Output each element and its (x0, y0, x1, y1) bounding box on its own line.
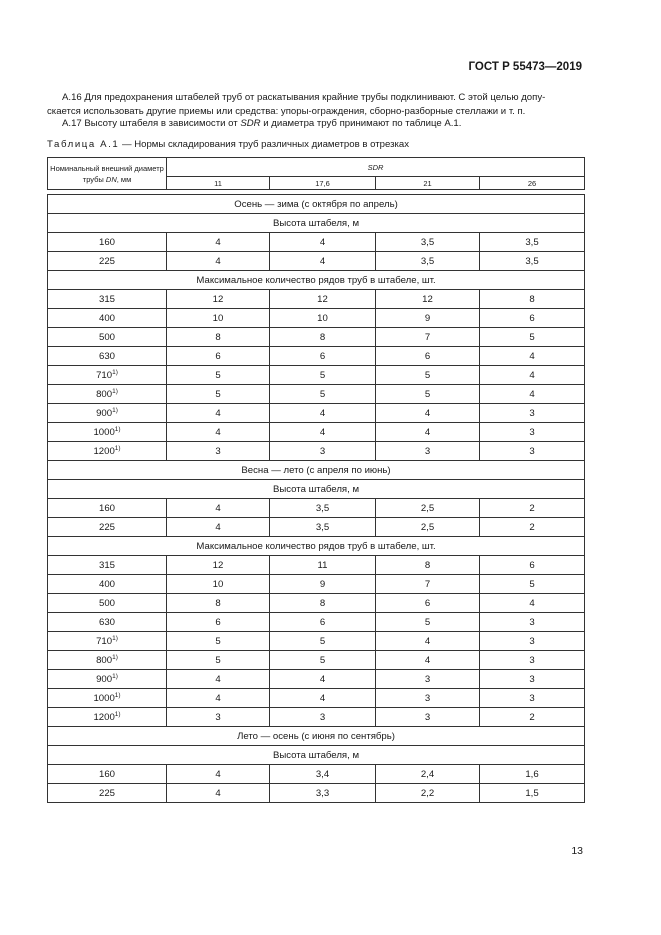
value-cell: 3 (480, 651, 585, 670)
header-dn-cell (48, 158, 167, 190)
dn-cell (48, 518, 167, 537)
value-cell: 4 (167, 689, 270, 708)
value-cell: 4 (480, 347, 585, 366)
dn-cell (48, 347, 167, 366)
dn-cell (48, 765, 167, 784)
value-cell: 5 (270, 366, 376, 385)
value-cell: 3,5 (270, 518, 376, 537)
table-row (48, 404, 585, 423)
value-cell: 6 (376, 347, 480, 366)
season-title-row (48, 461, 585, 480)
value-cell: 11 (270, 556, 376, 575)
table-row (48, 784, 585, 803)
value-cell: 2 (480, 518, 585, 537)
header-dn-prefix: Номинальный внешний диаметр трубы (50, 163, 164, 184)
value-cell: 2 (480, 499, 585, 518)
header-dn-suffix: , мм (116, 174, 132, 184)
value-cell: 5 (376, 385, 480, 404)
table-row (48, 366, 585, 385)
value-cell: 3 (480, 689, 585, 708)
value-cell: 8 (167, 594, 270, 613)
value-cell: 8 (376, 556, 480, 575)
footnote-marker: 1) (112, 406, 118, 414)
value-cell: 4 (167, 404, 270, 423)
value-cell: 4 (376, 651, 480, 670)
value-cell: 5 (480, 575, 585, 594)
dn-cell (48, 784, 167, 803)
value-cell: 5 (167, 632, 270, 651)
dn-cell (48, 385, 167, 404)
document-code: ГОСТ Р 55473—2019 (468, 61, 582, 73)
value-cell: 1,5 (480, 784, 585, 803)
value-cell: 3 (480, 423, 585, 442)
value-cell: 2,2 (376, 784, 480, 803)
table-row (48, 651, 585, 670)
dn-value: 315 (98, 293, 115, 305)
footnote-marker: 1) (114, 444, 121, 452)
value-cell: 4 (167, 670, 270, 689)
value-cell: 4 (376, 423, 480, 442)
table-row (48, 499, 585, 518)
dn-value: 1200 (93, 445, 115, 457)
value-cell: 2,5 (376, 518, 480, 537)
value-cell: 1,6 (480, 765, 585, 784)
value-cell: 4 (167, 423, 270, 442)
value-cell: 3,3 (270, 784, 376, 803)
value-cell: 3,5 (376, 252, 480, 271)
value-cell: 12 (167, 290, 270, 309)
value-cell: 10 (167, 575, 270, 594)
value-cell: 7 (376, 328, 480, 347)
value-cell: 4 (167, 518, 270, 537)
dn-cell (48, 366, 167, 385)
footnote-marker: 1) (112, 387, 118, 395)
value-cell: 5 (480, 328, 585, 347)
value-cell: 3 (167, 708, 270, 727)
dn-value: 500 (98, 331, 115, 343)
dn-cell (48, 423, 167, 442)
height-subtitle: Высота штабеля, м (48, 746, 585, 765)
footnote-marker: 1) (112, 672, 118, 680)
table-row (48, 347, 585, 366)
dn-cell (48, 670, 167, 689)
value-cell: 3 (480, 613, 585, 632)
height-subtitle-row (48, 746, 585, 765)
value-cell: 4 (167, 499, 270, 518)
dn-cell (48, 556, 167, 575)
footnote-marker: 1) (114, 710, 121, 718)
value-cell: 3 (167, 442, 270, 461)
table-row (48, 708, 585, 727)
value-cell: 9 (376, 309, 480, 328)
dn-cell (48, 328, 167, 347)
value-cell: 4 (270, 670, 376, 689)
dn-cell (48, 290, 167, 309)
season-title-row (48, 727, 585, 746)
header-sdr-value: 21 (376, 177, 480, 190)
max-rows-subtitle: Максимальное количество рядов труб в штабеле, шт. (48, 537, 585, 556)
value-cell: 4 (480, 594, 585, 613)
table-row (48, 556, 585, 575)
value-cell: 12 (376, 290, 480, 309)
value-cell: 5 (376, 366, 480, 385)
dn-cell (48, 708, 167, 727)
table-row (48, 594, 585, 613)
value-cell: 12 (167, 556, 270, 575)
value-cell: 10 (167, 309, 270, 328)
value-cell: 3 (480, 632, 585, 651)
value-cell: 4 (167, 252, 270, 271)
table-row (48, 575, 585, 594)
value-cell: 2,4 (376, 765, 480, 784)
value-cell: 4 (270, 423, 376, 442)
table-row (48, 309, 585, 328)
table-row (48, 385, 585, 404)
header-dn-italic: DN (105, 174, 117, 184)
table-row (48, 518, 585, 537)
value-cell: 4 (270, 252, 376, 271)
dn-cell (48, 575, 167, 594)
value-cell: 5 (167, 651, 270, 670)
dn-cell (48, 499, 167, 518)
table-row (48, 689, 585, 708)
height-subtitle: Высота штабеля, м (48, 214, 585, 233)
footnote-marker: 1) (112, 634, 118, 642)
value-cell: 3,5 (480, 233, 585, 252)
dn-value: 160 (98, 502, 115, 514)
value-cell: 3 (480, 670, 585, 689)
value-cell: 10 (270, 309, 376, 328)
dn-cell (48, 309, 167, 328)
dn-value: 1000 (93, 692, 115, 704)
value-cell: 2 (480, 708, 585, 727)
value-cell: 6 (480, 309, 585, 328)
table-caption-text: — Нормы складирования труб различных диаметров в отрезках (119, 139, 410, 150)
dn-value: 1000 (93, 426, 115, 438)
header-sdr-cell: SDR (167, 158, 585, 177)
dn-value: 225 (98, 521, 115, 533)
table-row (48, 423, 585, 442)
value-cell: 3 (376, 670, 480, 689)
storage-norms-table (47, 157, 585, 803)
header-sdr-value: 26 (480, 177, 585, 190)
paragraph-a16 (47, 91, 585, 119)
dn-value: 400 (98, 312, 115, 324)
footnote-marker: 1) (114, 691, 121, 699)
value-cell: 3 (376, 442, 480, 461)
dn-value: 400 (98, 578, 115, 590)
dn-value: 800 (96, 388, 113, 400)
table-body (48, 158, 585, 803)
dn-cell (48, 613, 167, 632)
season-title: Лето — осень (с июня по сентябрь) (48, 727, 585, 746)
value-cell: 4 (376, 632, 480, 651)
value-cell: 5 (270, 632, 376, 651)
max-rows-subtitle-row (48, 271, 585, 290)
dn-value: 630 (98, 616, 115, 628)
value-cell: 3,5 (270, 499, 376, 518)
value-cell: 3,4 (270, 765, 376, 784)
dn-cell (48, 442, 167, 461)
season-title: Осень — зима (с октября по апрель) (48, 195, 585, 214)
dn-cell (48, 404, 167, 423)
value-cell: 3 (480, 442, 585, 461)
value-cell: 4 (376, 404, 480, 423)
value-cell: 5 (270, 385, 376, 404)
dn-value: 160 (98, 768, 115, 780)
value-cell: 5 (167, 385, 270, 404)
value-cell: 4 (270, 404, 376, 423)
dn-cell (48, 689, 167, 708)
header-sdr-value: 17,6 (270, 177, 376, 190)
table-row (48, 328, 585, 347)
dn-value: 710 (96, 635, 113, 647)
dn-value: 800 (96, 654, 113, 666)
dn-value: 900 (96, 673, 113, 685)
dn-value: 1200 (93, 711, 115, 723)
value-cell: 8 (270, 328, 376, 347)
season-title: Весна — лето (с апреля по июнь) (48, 461, 585, 480)
value-cell: 5 (376, 613, 480, 632)
value-cell: 2,5 (376, 499, 480, 518)
value-cell: 9 (270, 575, 376, 594)
paragraph-a17-suffix: и диаметра труб принимают по таблице А.1. (260, 118, 462, 129)
season-title-row (48, 195, 585, 214)
dn-value: 710 (96, 369, 113, 381)
value-cell: 3 (376, 708, 480, 727)
header-sdr-value: 11 (167, 177, 270, 190)
value-cell: 4 (167, 784, 270, 803)
value-cell: 4 (480, 385, 585, 404)
footnote-marker: 1) (112, 653, 118, 661)
dn-value: 500 (98, 597, 115, 609)
dn-cell (48, 252, 167, 271)
value-cell: 6 (167, 613, 270, 632)
paragraph-a17-prefix: А.17 Высоту штабеля в зависимости от (62, 118, 241, 129)
dn-cell (48, 632, 167, 651)
dn-value: 160 (98, 236, 115, 248)
value-cell: 6 (376, 594, 480, 613)
table-row (48, 632, 585, 651)
dn-value: 225 (98, 255, 115, 267)
value-cell: 8 (270, 594, 376, 613)
table-row (48, 670, 585, 689)
paragraph-a16-line2: скается использовать другие приемы или средства: упоры-ограждения, сборно-разборные стеллажи и т. п. (47, 106, 526, 117)
dn-value: 315 (98, 559, 115, 571)
height-subtitle: Высота штабеля, м (48, 480, 585, 499)
dn-cell (48, 651, 167, 670)
dn-cell (48, 233, 167, 252)
table-row (48, 290, 585, 309)
value-cell: 4 (270, 233, 376, 252)
dn-value: 900 (96, 407, 113, 419)
value-cell: 4 (167, 233, 270, 252)
value-cell: 5 (270, 651, 376, 670)
value-cell: 3 (270, 708, 376, 727)
max-rows-subtitle: Максимальное количество рядов труб в штабеле, шт. (48, 271, 585, 290)
value-cell: 3,5 (480, 252, 585, 271)
footnote-marker: 1) (114, 425, 121, 433)
footnote-marker: 1) (112, 368, 118, 376)
value-cell: 5 (167, 366, 270, 385)
value-cell: 6 (270, 347, 376, 366)
value-cell: 3 (270, 442, 376, 461)
table-header-row (48, 158, 585, 177)
max-rows-subtitle-row (48, 537, 585, 556)
height-subtitle-row (48, 480, 585, 499)
paragraph-a17 (47, 117, 600, 131)
height-subtitle-row (48, 214, 585, 233)
dn-value: 225 (98, 787, 115, 799)
table-caption (47, 139, 409, 150)
table-row (48, 442, 585, 461)
paragraph-a16-line1: А.16 Для предохранения штабелей труб от раскатывания крайние трубы подклинивают. С этой целью допу- (62, 92, 546, 103)
value-cell: 8 (167, 328, 270, 347)
table-row (48, 252, 585, 271)
value-cell: 8 (480, 290, 585, 309)
paragraph-a17-sdr: SDR (240, 118, 261, 129)
value-cell: 4 (270, 689, 376, 708)
value-cell: 6 (167, 347, 270, 366)
value-cell: 6 (480, 556, 585, 575)
value-cell: 7 (376, 575, 480, 594)
value-cell: 6 (270, 613, 376, 632)
value-cell: 12 (270, 290, 376, 309)
table-row (48, 765, 585, 784)
value-cell: 3,5 (376, 233, 480, 252)
value-cell: 3 (376, 689, 480, 708)
value-cell: 4 (480, 366, 585, 385)
table-caption-label: Таблица А.1 (47, 139, 120, 150)
dn-value: 630 (98, 350, 115, 362)
value-cell: 4 (167, 765, 270, 784)
table-row (48, 233, 585, 252)
table-row (48, 613, 585, 632)
page-number: 13 (571, 845, 583, 857)
value-cell: 3 (480, 404, 585, 423)
dn-cell (48, 594, 167, 613)
